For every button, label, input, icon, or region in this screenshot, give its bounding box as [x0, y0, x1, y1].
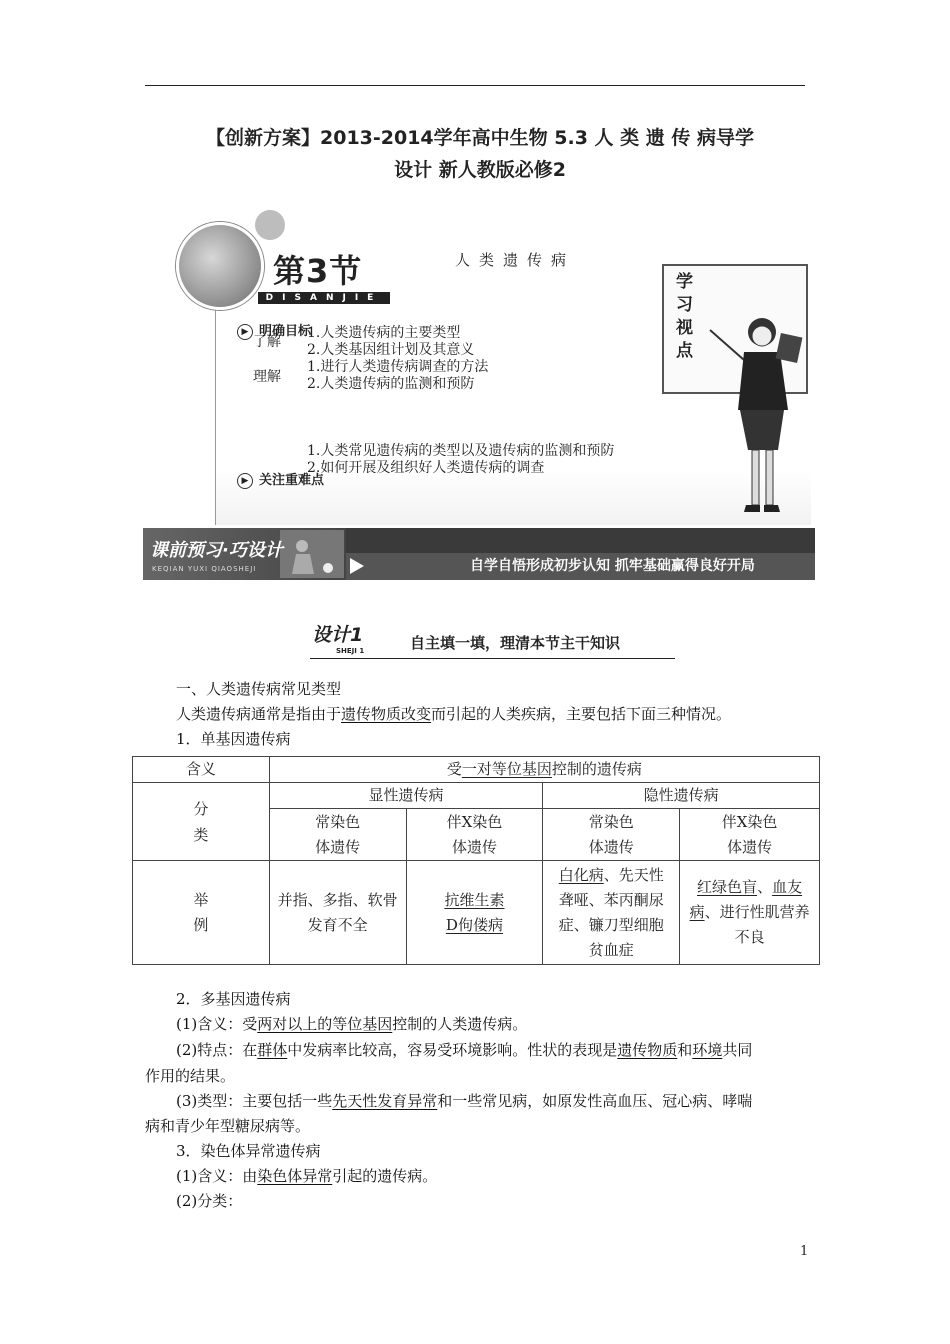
focus-item-1: 1.人类常见遗传病的类型以及遗传病的监测和预防 [307, 443, 615, 459]
table-cell: 含义 [133, 757, 270, 783]
table-cell: 常染色 体遗传 [269, 809, 406, 861]
section-2-types: (3)类型：主要包括一些先天性发育异常和一些常见病，如原发性高血压、冠心病、哮喘 [176, 1092, 753, 1110]
section-1-intro: 人类遗传病通常是指由于遗传物质改变而引起的人类疾病，主要包括下面三种情况。 [176, 705, 732, 723]
section-2-title: 2．多基因遗传病 [176, 990, 291, 1008]
section-3-classification: (2)分类： [176, 1192, 243, 1210]
understand-label: 了解 [253, 334, 281, 350]
goals-label: ▶ 明确目标 [237, 320, 311, 340]
understand-item-1: 1.人类遗传病的主要类型 [307, 325, 461, 341]
preview-strip-title: 课前预习·巧设计 [150, 540, 283, 561]
single-gene-table [132, 756, 820, 965]
section-3-title: 3．染色体异常遗传病 [176, 1142, 321, 1160]
comprehend-item-1: 1.进行人类遗传病调查的方法 [307, 359, 489, 375]
section-pinyin: DISANJIE [265, 293, 383, 303]
document-title [150, 122, 810, 186]
arrow-circle-icon: ▶ [237, 324, 253, 340]
section-number: 第3节 [273, 252, 363, 290]
decorative-dot [255, 210, 285, 240]
section-3-meaning: (1)含义：由染色体异常引起的遗传病。 [176, 1167, 438, 1185]
design-1-logo: 设计1 [312, 624, 364, 646]
focus-item-2: 2.如何开展及组织好人类遗传病的调查 [307, 460, 545, 476]
table-row [133, 861, 820, 965]
section-1-sub-1: 1．单基因遗传病 [176, 730, 291, 748]
teacher-icon [700, 290, 810, 520]
arrow-circle-icon: ▶ [237, 473, 253, 489]
preview-strip-pinyin: KEQIAN YUXI QIAOSHEJI [152, 565, 257, 573]
table-cell: 受一对等位基因控制的遗传病 [269, 757, 819, 783]
section-2-features: (2)特点：在群体中发病率比较高，容易受环境影响。性状的表现是遗传物质和环境共同 [176, 1041, 753, 1059]
page-number: 1 [800, 1244, 809, 1259]
play-arrow-icon [350, 558, 364, 574]
section-1-title: 一、人类遗传病常见类型 [176, 680, 342, 698]
football-photo-icon [280, 530, 344, 578]
table-row [133, 783, 820, 809]
table-cell: 并指、多指、软骨 发育不全 [269, 861, 406, 965]
table-cell: 抗维生素 D佝偻病 [406, 861, 543, 965]
section-2-types-cont: 病和青少年型糖尿病等。 [145, 1117, 311, 1135]
comprehend-label: 理解 [253, 369, 281, 385]
table-row [133, 757, 820, 783]
section-title: 人类遗传病 [455, 251, 576, 269]
table-cell: 隐性遗传病 [543, 783, 820, 809]
table-cell: 红绿色盲、血友病、进行性肌营养不良 [680, 861, 820, 965]
board-text: 学习视点 [672, 272, 692, 364]
section-2-meaning: (1)含义：受两对以上的等位基因控制的人类遗传病。 [176, 1015, 528, 1033]
table-cell: 分 类 [133, 783, 270, 861]
table-cell: 白化病、先天性聋哑、苯丙酮尿症、镰刀型细胞贫血症 [543, 861, 680, 965]
comprehend-item-2: 2.人类遗传病的监测和预防 [307, 376, 475, 392]
table-cell: 显性遗传病 [269, 783, 543, 809]
design-1-title: 自主填一填，理清本节主干知识 [410, 634, 621, 652]
table-cell: 举 例 [133, 861, 270, 965]
title-line-1: 【创新方案】2013-2014学年高中生物 5.3 人 类 遗 传 病导学 [206, 127, 754, 149]
section-2-features-cont: 作用的结果。 [145, 1067, 236, 1085]
cactus-photo-icon [176, 222, 264, 310]
focus-label: ▶ 关注重难点 [237, 469, 324, 489]
table-cell: 常染色 体遗传 [543, 809, 680, 861]
title-line-2: 设计 新人教版必修2 [394, 159, 566, 181]
understand-item-2: 2.人类基因组计划及其意义 [307, 342, 475, 358]
header-rule [145, 85, 805, 86]
design-1-pinyin: SHEJI 1 [336, 647, 365, 655]
preview-strip-slogan: 自学自悟形成初步认知 抓牢基础赢得良好开局 [470, 558, 755, 574]
table-cell: 伴X染色 体遗传 [406, 809, 543, 861]
table-cell: 伴X染色 体遗传 [680, 809, 820, 861]
